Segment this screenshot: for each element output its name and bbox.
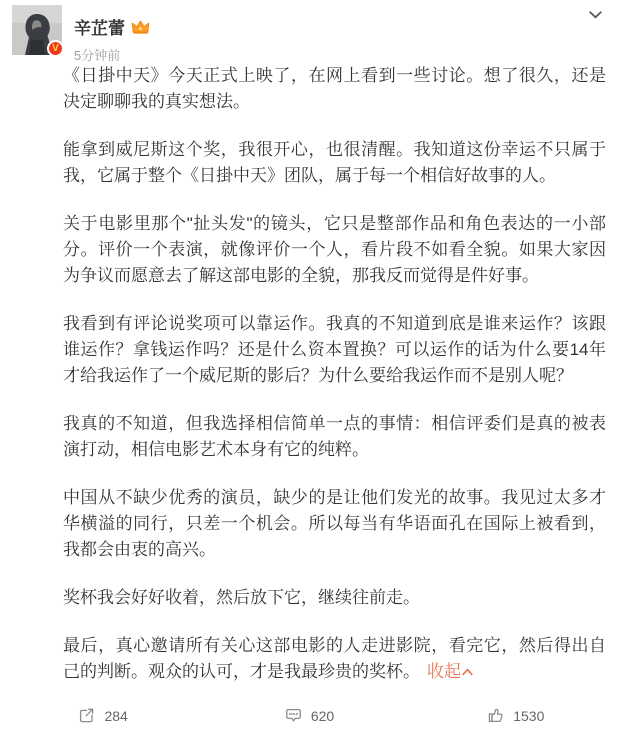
- comment-button[interactable]: [206, 707, 412, 724]
- action-toolbar: [0, 707, 619, 733]
- avatar[interactable]: [12, 5, 62, 55]
- chevron-up-icon: [462, 668, 473, 676]
- collapse-label: 收起: [427, 662, 461, 681]
- repost-icon: [78, 707, 95, 724]
- timestamp: 5分钟前: [74, 48, 121, 63]
- post-paragraph: 中国从不缺少优秀的演员，缺少的是让他们发光的故事。我见过太多才华横溢的同行，只差一个机会。所以每当有华语面孔在国际上被看到，我都会由衷的高兴。: [63, 488, 606, 559]
- post-paragraph: 能拿到威尼斯这个奖，我很开心，也很清醒。我知道这份幸运不只属于我，它属于整个《日掛中天》团队，属于每一个相信好故事的人。: [63, 140, 606, 185]
- repost-count: 284: [104, 707, 128, 724]
- like-button[interactable]: [413, 707, 619, 724]
- comment-count: 620: [310, 707, 335, 724]
- username[interactable]: 辛芷蕾: [74, 19, 125, 38]
- collapse-link[interactable]: [427, 662, 473, 681]
- chevron-down-icon: [589, 11, 602, 19]
- post-paragraph: 关于电影里那个"扯头发"的镜头，它只是整部作品和角色表达的一小部分。评价一个表演，就像评价一个人，看片段不如看全貌。如果大家因为争议而愿意去了解这部电影的全貌，那我反而觉得是件好事。: [63, 214, 606, 285]
- post-header: [0, 0, 619, 63]
- post-paragraph: 《日掛中天》今天正式上映了，在网上看到一些讨论。想了很久，还是决定聊聊我的真实想法。: [63, 66, 606, 111]
- more-options-button[interactable]: [585, 7, 605, 23]
- post-paragraph: [63, 633, 606, 685]
- post-paragraph: 我看到有评论说奖项可以靠运作。我真的不知道到底是谁来运作？该跟谁运作？拿钱运作吗？还是什么资本置换？可以运作的话为什么要14年才给我运作了一个威尼斯的影后？为什么要给我运作而不是别人呢？: [63, 314, 606, 385]
- post-paragraph: 奖杯我会好好收着，然后放下它，继续往前走。: [63, 588, 420, 607]
- like-icon: [487, 707, 504, 724]
- post-paragraph-text: 最后，真心邀请所有关心这部电影的人走进影院，看完它，然后得出自己的判断。观众的认可，才是我最珍贵的奖杯。: [63, 636, 606, 681]
- comment-icon: [285, 707, 302, 724]
- like-count: 1530: [513, 707, 545, 724]
- vip-crown-icon: [131, 19, 150, 35]
- user-info: [74, 5, 604, 64]
- repost-button[interactable]: [0, 707, 206, 724]
- verified-badge-icon: V: [47, 40, 64, 57]
- post-paragraph: 我真的不知道，但我选择相信简单一点的事情：相信评委们是真的被表演打动，相信电影艺术本身有它的纯粹。: [63, 414, 606, 459]
- post-body: [0, 58, 619, 707]
